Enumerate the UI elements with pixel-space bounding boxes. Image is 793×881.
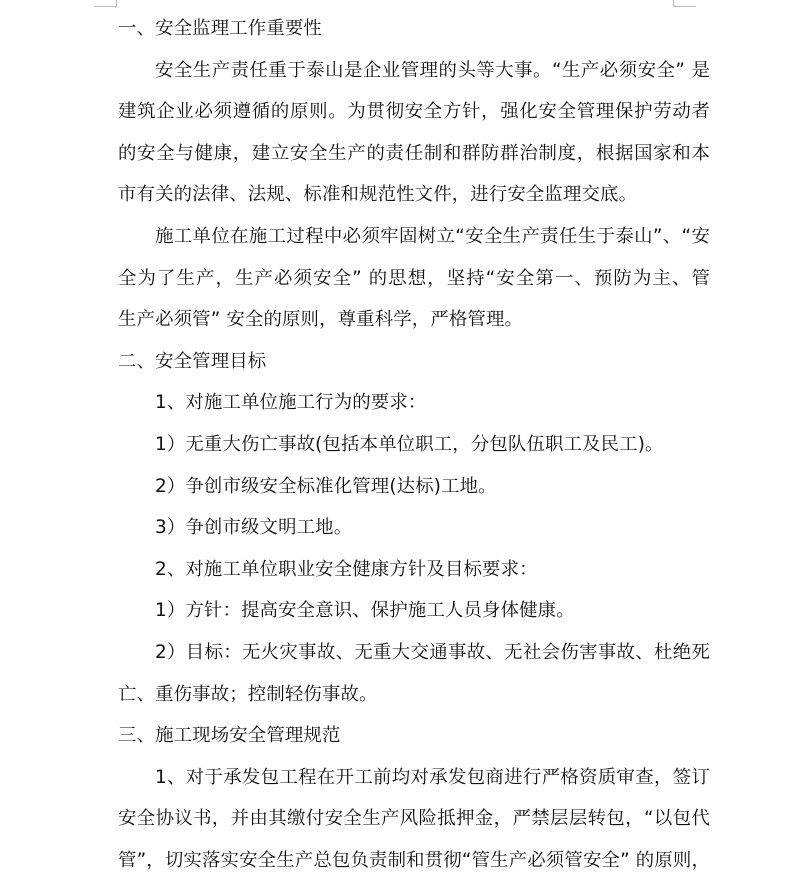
list-item: 1）方针：提高安全意识、保护施工人员身体健康。 [155,600,575,622]
page-corner-mark-right [673,0,696,7]
paragraph-line: 施工单位在施工过程中必须牢固树立“安全生产责任生于泰山”、“安 [155,225,710,247]
section-heading-safety-importance: 一、安全监理工作重要性 [118,18,322,39]
list-item: 2）目标：无火灾事故、无重大交通事故、无社会伤害事故、杜绝死 [155,641,710,663]
paragraph-line: 生产必须管” 安全的原则，尊重科学，严格管理。 [118,309,524,331]
paragraph-line: 亡、重伤事故；控制轻伤事故。 [118,683,378,705]
paragraph-line: 1、对于承发包工程在开工前均对承发包商进行严格资质审查，签订 [155,766,710,788]
list-item: 2、对施工单位职业安全健康方针及目标要求： [155,558,538,580]
list-item: 1）无重大伤亡事故(包括本单位职工，分包队伍职工及民工)。 [155,433,664,455]
section-heading-site-safety-rules: 三、施工现场安全管理规范 [118,725,341,747]
document-body [118,8,710,881]
paragraph-line: 建筑企业必须遵循的原则。为贯彻安全方针，强化安全管理保护劳动者 [118,101,710,123]
page-corner-mark-left [94,0,117,7]
list-item: 2）争创市级安全标准化管理(达标)工地。 [155,475,497,497]
paragraph-line: 安全协议书，并由其缴付安全生产风险抵押金，严禁层层转包，“以包代 [118,808,710,830]
paragraph-line: 管”，切实落实安全生产总包负责制和贯彻“管生产必须管安全” 的原则， [118,849,710,871]
section-heading-safety-goals: 二、安全管理目标 [118,350,267,372]
list-item: 1、对施工单位施工行为的要求： [155,392,427,414]
paragraph-line: 市有关的法律、法规、标准和规范性文件，进行安全监理交底。 [118,184,638,206]
paragraph-line: 全为了生产，生产必须安全” 的思想，坚持“安全第一、预防为主、管 [118,267,710,289]
list-item: 3）争创市级文明工地。 [155,517,353,539]
paragraph-line: 安全生产责任重于泰山是企业管理的头等大事。“生产必须安全” 是 [155,59,710,81]
paragraph-line: 的安全与健康，建立安全生产的责任制和群防群治制度，根据国家和本 [118,142,710,164]
